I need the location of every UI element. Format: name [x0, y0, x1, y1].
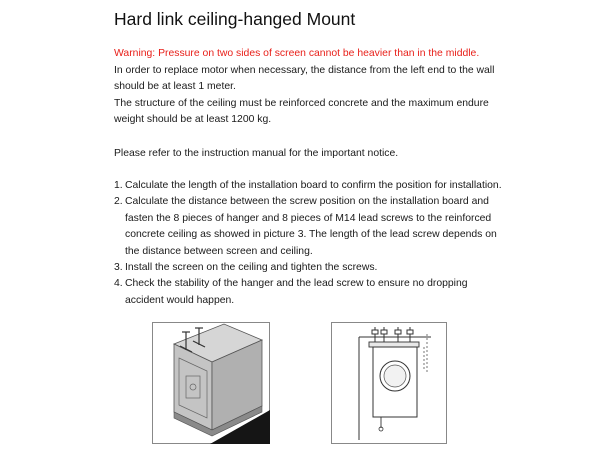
steps-list: [114, 178, 554, 309]
step-line: the distance between screen and ceiling.: [125, 245, 313, 257]
step-line: Install the screen on the ceiling and tighten the screws.: [125, 262, 378, 274]
warning-text: Warning: Pressure on two sides of screen cannot be heavier than in the middle.: [114, 48, 480, 59]
step-item: [114, 276, 554, 309]
step-number: 3.: [114, 262, 123, 274]
step-item: [114, 260, 554, 276]
step-number: 2.: [114, 196, 123, 208]
step-line: concrete ceiling as showed in picture 3. The length of the lead screw depends on: [125, 229, 497, 241]
step-line: accident would happen.: [125, 294, 235, 306]
paragraph-line: In order to replace motor when necessary, the distance from the left end to the wall: [114, 64, 495, 76]
step-line: fasten the 8 pieces of hanger and 8 pieces of M14 lead screws to the reinforced: [125, 212, 492, 224]
step-item: [114, 178, 554, 194]
paragraph-line: The structure of the ceiling must be reinforced concrete and the maximum endure: [114, 97, 489, 109]
step-line: Calculate the length of the installation board to confirm the position for installation.: [125, 180, 502, 191]
notice-text: Please refer to the instruction manual for the important notice.: [114, 147, 399, 159]
step-item: [114, 194, 554, 260]
step-number: 1.: [114, 180, 123, 191]
intro-section: [114, 46, 534, 162]
ceiling-mount-perspective-illustration: [152, 322, 270, 444]
step-line: Calculate the distance between the screw position on the installation board and: [125, 196, 489, 208]
paragraph-line: weight should be at least 1200 kg.: [114, 114, 272, 126]
ceiling-mount-side-view-illustration: [331, 322, 447, 444]
paragraph-line: should be at least 1 meter.: [114, 81, 236, 93]
step-number: 4.: [114, 278, 123, 290]
step-line: Check the stability of the hanger and the lead screw to ensure no dropping: [125, 278, 468, 290]
page-title: Hard link ceiling-hanged Mount: [114, 9, 356, 29]
